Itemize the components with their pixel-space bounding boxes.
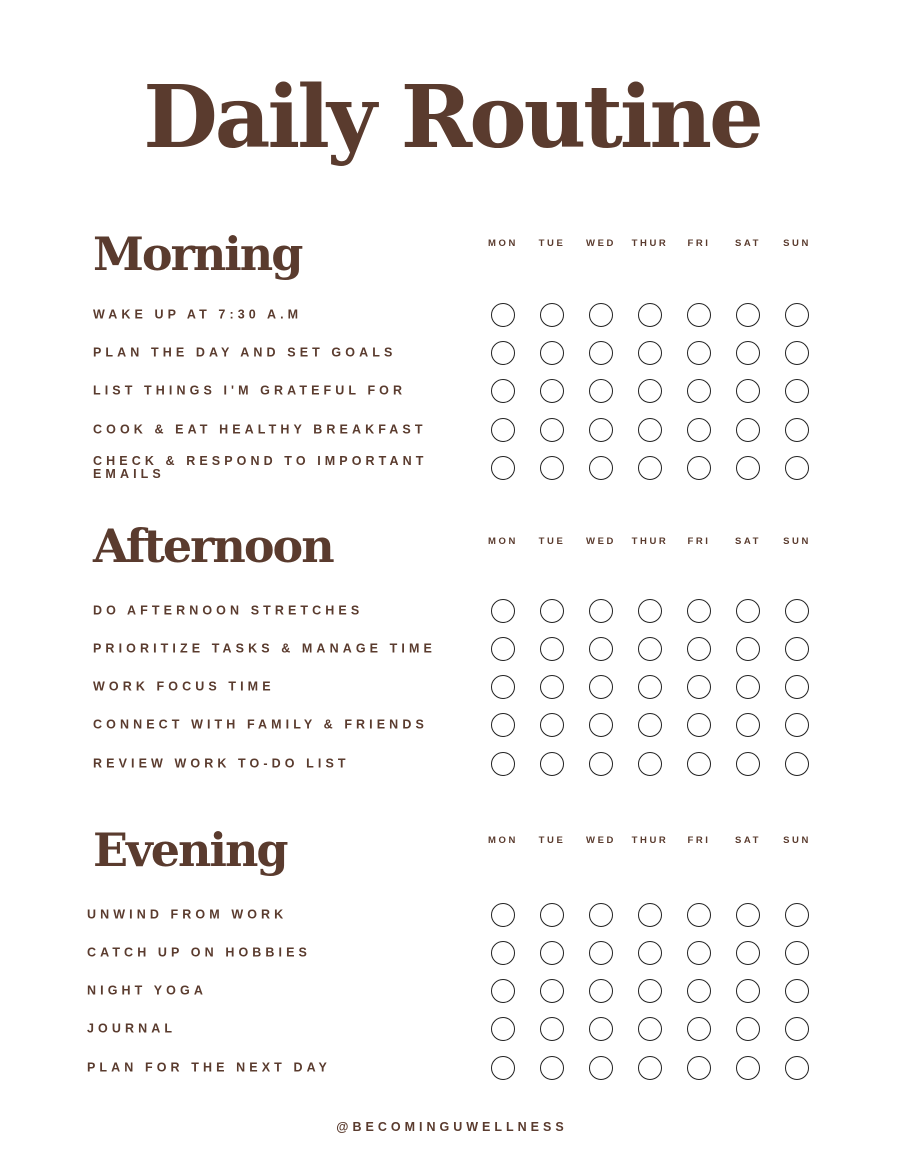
checkbox-thur[interactable]: [638, 752, 662, 776]
task-row: [0, 301, 904, 329]
checkbox-tue[interactable]: [540, 941, 564, 965]
checkbox-fri[interactable]: [687, 979, 711, 1003]
day-label-sat: SAT: [734, 238, 762, 249]
checkbox-wed[interactable]: [589, 456, 613, 480]
checkbox-wed[interactable]: [589, 1056, 613, 1080]
task-row: [0, 635, 904, 663]
day-label-sun: SUN: [783, 835, 811, 846]
task-row: [0, 711, 904, 739]
checkbox-tue[interactable]: [540, 1017, 564, 1041]
checkbox-sun[interactable]: [785, 379, 809, 403]
checkbox-fri[interactable]: [687, 379, 711, 403]
checkbox-sat[interactable]: [736, 456, 760, 480]
day-label-fri: FRI: [687, 238, 711, 249]
task-label: CHECK & RESPOND TO IMPORTANT EMAILS: [93, 454, 428, 481]
checkbox-sun[interactable]: [785, 637, 809, 661]
checkbox-fri[interactable]: [687, 418, 711, 442]
task-label: CONNECT WITH FAMILY & FRIENDS: [93, 717, 428, 732]
task-label: NIGHT YOGA: [87, 983, 207, 998]
checkbox-tue[interactable]: [540, 903, 564, 927]
checkbox-sun[interactable]: [785, 341, 809, 365]
checkbox-thur[interactable]: [638, 379, 662, 403]
checkbox-fri[interactable]: [687, 303, 711, 327]
task-row: [0, 901, 904, 929]
checkbox-thur[interactable]: [638, 418, 662, 442]
checkbox-mon[interactable]: [491, 341, 515, 365]
checkbox-wed[interactable]: [589, 341, 613, 365]
checkbox-wed[interactable]: [589, 903, 613, 927]
checkbox-tue[interactable]: [540, 303, 564, 327]
page-title: Daily Routine: [143, 67, 761, 168]
checkbox-mon[interactable]: [491, 941, 515, 965]
day-headers: [0, 238, 904, 250]
checkbox-tue[interactable]: [540, 713, 564, 737]
checkbox-sun[interactable]: [785, 599, 809, 623]
task-label: LIST THINGS I'M GRATEFUL FOR: [93, 383, 407, 398]
section-heading-afternoon: Afternoon: [93, 519, 333, 573]
task-row: [0, 377, 904, 405]
checkbox-wed[interactable]: [589, 418, 613, 442]
task-label: WAKE UP AT 7:30 A.M: [93, 307, 303, 322]
checkbox-mon[interactable]: [491, 1056, 515, 1080]
checkbox-thur[interactable]: [638, 1056, 662, 1080]
task-label: JOURNAL: [87, 1021, 177, 1036]
checkbox-thur[interactable]: [638, 456, 662, 480]
day-label-mon: MON: [488, 536, 518, 547]
checkbox-thur[interactable]: [638, 675, 662, 699]
day-label-fri: FRI: [687, 536, 711, 547]
checkbox-wed[interactable]: [589, 752, 613, 776]
checkbox-fri[interactable]: [687, 637, 711, 661]
checkbox-tue[interactable]: [540, 752, 564, 776]
checkbox-wed[interactable]: [589, 713, 613, 737]
day-label-mon: MON: [488, 238, 518, 249]
checkbox-thur[interactable]: [638, 599, 662, 623]
checkbox-tue[interactable]: [540, 637, 564, 661]
checkbox-fri[interactable]: [687, 599, 711, 623]
checkbox-wed[interactable]: [589, 303, 613, 327]
task-row: [0, 597, 904, 625]
checkbox-sat[interactable]: [736, 979, 760, 1003]
checkbox-thur[interactable]: [638, 979, 662, 1003]
checkbox-mon[interactable]: [491, 1017, 515, 1041]
checkbox-mon[interactable]: [491, 979, 515, 1003]
section-heading-evening: Evening: [93, 823, 287, 877]
checkbox-thur[interactable]: [638, 303, 662, 327]
day-label-wed: WED: [586, 835, 616, 846]
checkbox-sat[interactable]: [736, 1056, 760, 1080]
checkbox-fri[interactable]: [687, 341, 711, 365]
checkbox-wed[interactable]: [589, 675, 613, 699]
day-label-sun: SUN: [783, 536, 811, 547]
checkbox-wed[interactable]: [589, 941, 613, 965]
checkbox-fri[interactable]: [687, 941, 711, 965]
checkbox-wed[interactable]: [589, 979, 613, 1003]
task-row: [0, 750, 904, 778]
task-row: [0, 673, 904, 701]
checkbox-tue[interactable]: [540, 379, 564, 403]
day-label-mon: MON: [488, 835, 518, 846]
checkbox-sun[interactable]: [785, 418, 809, 442]
task-label: WORK FOCUS TIME: [93, 679, 275, 694]
checkbox-wed[interactable]: [589, 1017, 613, 1041]
checkbox-fri[interactable]: [687, 675, 711, 699]
checkbox-mon[interactable]: [491, 637, 515, 661]
checkbox-sat[interactable]: [736, 713, 760, 737]
checkbox-wed[interactable]: [589, 637, 613, 661]
checkbox-fri[interactable]: [687, 1017, 711, 1041]
task-row: [0, 416, 904, 444]
checkbox-mon[interactable]: [491, 599, 515, 623]
task-row: [0, 939, 904, 967]
day-headers: [0, 835, 904, 847]
checkbox-sun[interactable]: [785, 303, 809, 327]
checkbox-mon[interactable]: [491, 379, 515, 403]
checkbox-sat[interactable]: [736, 341, 760, 365]
day-label-tue: TUE: [538, 238, 566, 249]
checkbox-tue[interactable]: [540, 418, 564, 442]
day-label-wed: WED: [586, 536, 616, 547]
checkbox-fri[interactable]: [687, 752, 711, 776]
checkbox-sun[interactable]: [785, 1017, 809, 1041]
checkbox-tue[interactable]: [540, 456, 564, 480]
checkbox-sat[interactable]: [736, 637, 760, 661]
task-label: PLAN THE DAY AND SET GOALS: [93, 345, 397, 360]
checkbox-wed[interactable]: [589, 379, 613, 403]
checkbox-sun[interactable]: [785, 675, 809, 699]
checkbox-sat[interactable]: [736, 1017, 760, 1041]
checkbox-tue[interactable]: [540, 599, 564, 623]
checkbox-fri[interactable]: [687, 713, 711, 737]
footer-handle: @BECOMINGUWELLNESS: [336, 1120, 568, 1134]
checkbox-mon[interactable]: [491, 752, 515, 776]
task-label: PLAN FOR THE NEXT DAY: [87, 1060, 331, 1075]
day-label-tue: TUE: [538, 536, 566, 547]
task-label: CATCH UP ON HOBBIES: [87, 945, 311, 960]
task-row: [0, 1054, 904, 1082]
checkbox-thur[interactable]: [638, 1017, 662, 1041]
day-label-thur: THUR: [631, 238, 669, 249]
day-label-fri: FRI: [687, 835, 711, 846]
checkbox-sat[interactable]: [736, 941, 760, 965]
day-label-thur: THUR: [631, 835, 669, 846]
checkbox-mon[interactable]: [491, 903, 515, 927]
day-label-wed: WED: [586, 238, 616, 249]
checkbox-thur[interactable]: [638, 713, 662, 737]
checkbox-sun[interactable]: [785, 979, 809, 1003]
checkbox-sat[interactable]: [736, 675, 760, 699]
checkbox-fri[interactable]: [687, 903, 711, 927]
task-row: [0, 454, 904, 482]
checkbox-sat[interactable]: [736, 418, 760, 442]
checkbox-mon[interactable]: [491, 418, 515, 442]
day-label-sat: SAT: [734, 536, 762, 547]
checkbox-thur[interactable]: [638, 941, 662, 965]
checkbox-sat[interactable]: [736, 903, 760, 927]
checkbox-sun[interactable]: [785, 1056, 809, 1080]
day-label-thur: THUR: [631, 536, 669, 547]
section-heading-morning: Morning: [93, 227, 302, 281]
checkbox-sun[interactable]: [785, 941, 809, 965]
checkbox-tue[interactable]: [540, 1056, 564, 1080]
checkbox-sat[interactable]: [736, 303, 760, 327]
checkbox-sun[interactable]: [785, 456, 809, 480]
checkbox-sat[interactable]: [736, 599, 760, 623]
checkbox-mon[interactable]: [491, 713, 515, 737]
checkbox-tue[interactable]: [540, 979, 564, 1003]
checkbox-mon[interactable]: [491, 303, 515, 327]
task-label: DO AFTERNOON STRETCHES: [93, 603, 364, 618]
day-label-sun: SUN: [783, 238, 811, 249]
task-row: [0, 1015, 904, 1043]
checkbox-wed[interactable]: [589, 599, 613, 623]
task-row: [0, 977, 904, 1005]
checkbox-sat[interactable]: [736, 752, 760, 776]
checkbox-thur[interactable]: [638, 341, 662, 365]
day-headers: [0, 536, 904, 548]
checkbox-sat[interactable]: [736, 379, 760, 403]
day-label-tue: TUE: [538, 835, 566, 846]
task-label: REVIEW WORK TO-DO LIST: [93, 756, 350, 771]
checkbox-mon[interactable]: [491, 675, 515, 699]
task-row: [0, 339, 904, 367]
checkbox-fri[interactable]: [687, 1056, 711, 1080]
checkbox-tue[interactable]: [540, 341, 564, 365]
task-label: UNWIND FROM WORK: [87, 907, 288, 922]
task-label: PRIORITIZE TASKS & MANAGE TIME: [93, 641, 436, 656]
checkbox-sun[interactable]: [785, 903, 809, 927]
checkbox-sun[interactable]: [785, 752, 809, 776]
checkbox-thur[interactable]: [638, 637, 662, 661]
checkbox-fri[interactable]: [687, 456, 711, 480]
checkbox-sun[interactable]: [785, 713, 809, 737]
task-label: COOK & EAT HEALTHY BREAKFAST: [93, 422, 427, 437]
day-label-sat: SAT: [734, 835, 762, 846]
checkbox-thur[interactable]: [638, 903, 662, 927]
checkbox-tue[interactable]: [540, 675, 564, 699]
checkbox-mon[interactable]: [491, 456, 515, 480]
